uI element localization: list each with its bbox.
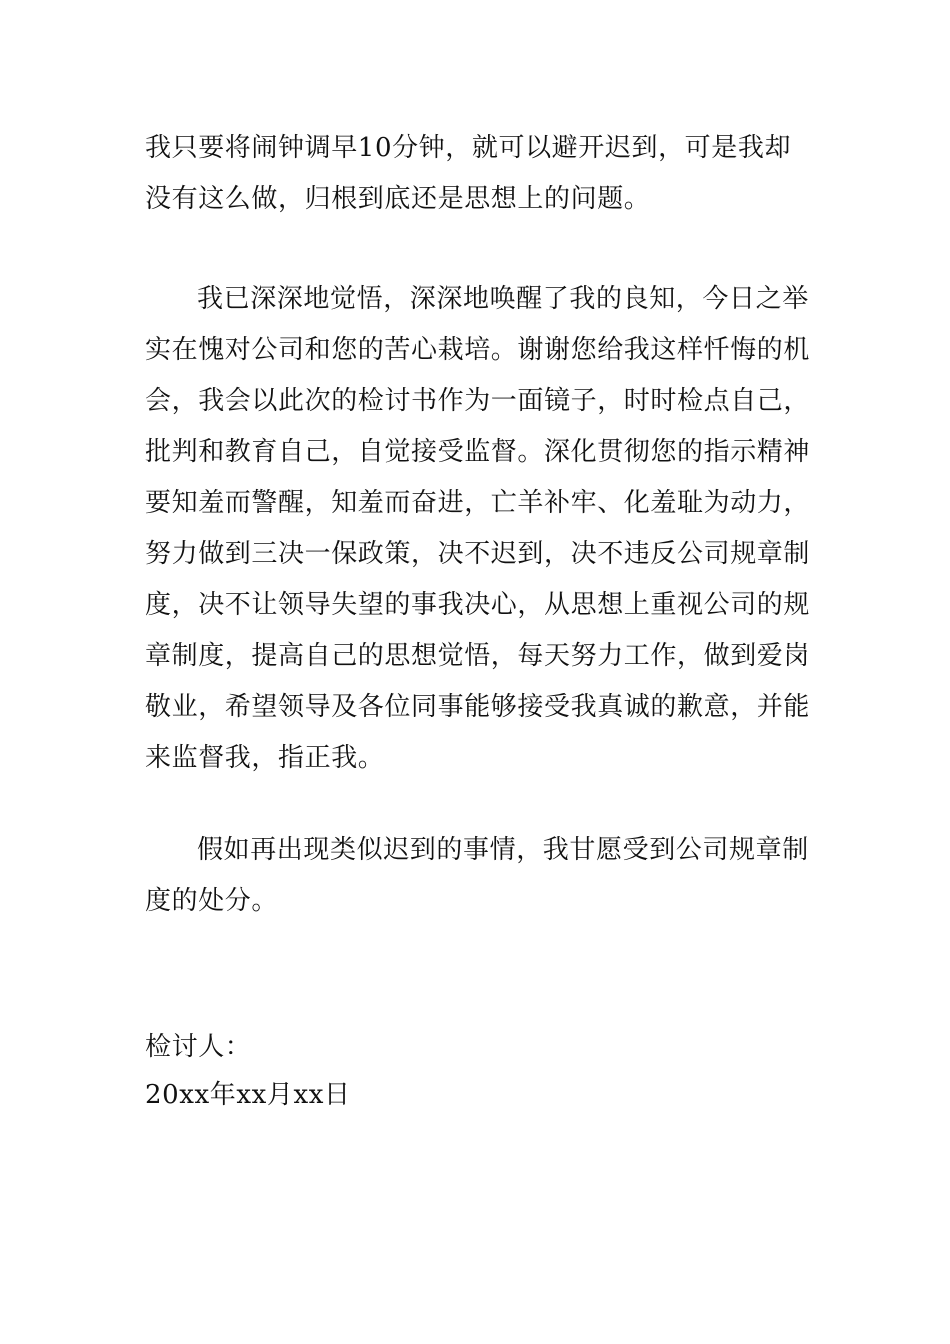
signature-label: 检讨人： — [145, 1032, 252, 1062]
paragraph-cause: 我只要将闹钟调早10分钟，就可以避开迟到，可是我却没有这么做，归根到底还是思想上的问题。 — [145, 133, 792, 214]
paragraph-commitment: 假如再出现类似迟到的事情，我甘愿受到公司规章制度的处分。 — [145, 835, 809, 916]
date-line: 20xx年xx月xx日 — [145, 1080, 351, 1110]
paragraph-reflection: 我已深深地觉悟，深深地唤醒了我的良知，今日之举实在愧对公司和您的苦心栽培。谢谢您给我这样忏悔的机会，我会以此次的检讨书作为一面镜子，时时检点自己，批判和教育自己，自觉接受监督。深化贯彻您的指示精神要知羞而警醒，知羞而奋进，亡羊补牢、化羞耻为动力，努力做到三决一保政策，决不迟到，决不违反公司规章制度，决不让领导失望的事我决心，从思想上重视公司的规章制度，提高自己的思想觉悟，每天努力工作，做到爱岗敬业，希望领导及各位同事能够接受我真诚的歉意，并能来监督我，指正我。 — [145, 284, 811, 773]
